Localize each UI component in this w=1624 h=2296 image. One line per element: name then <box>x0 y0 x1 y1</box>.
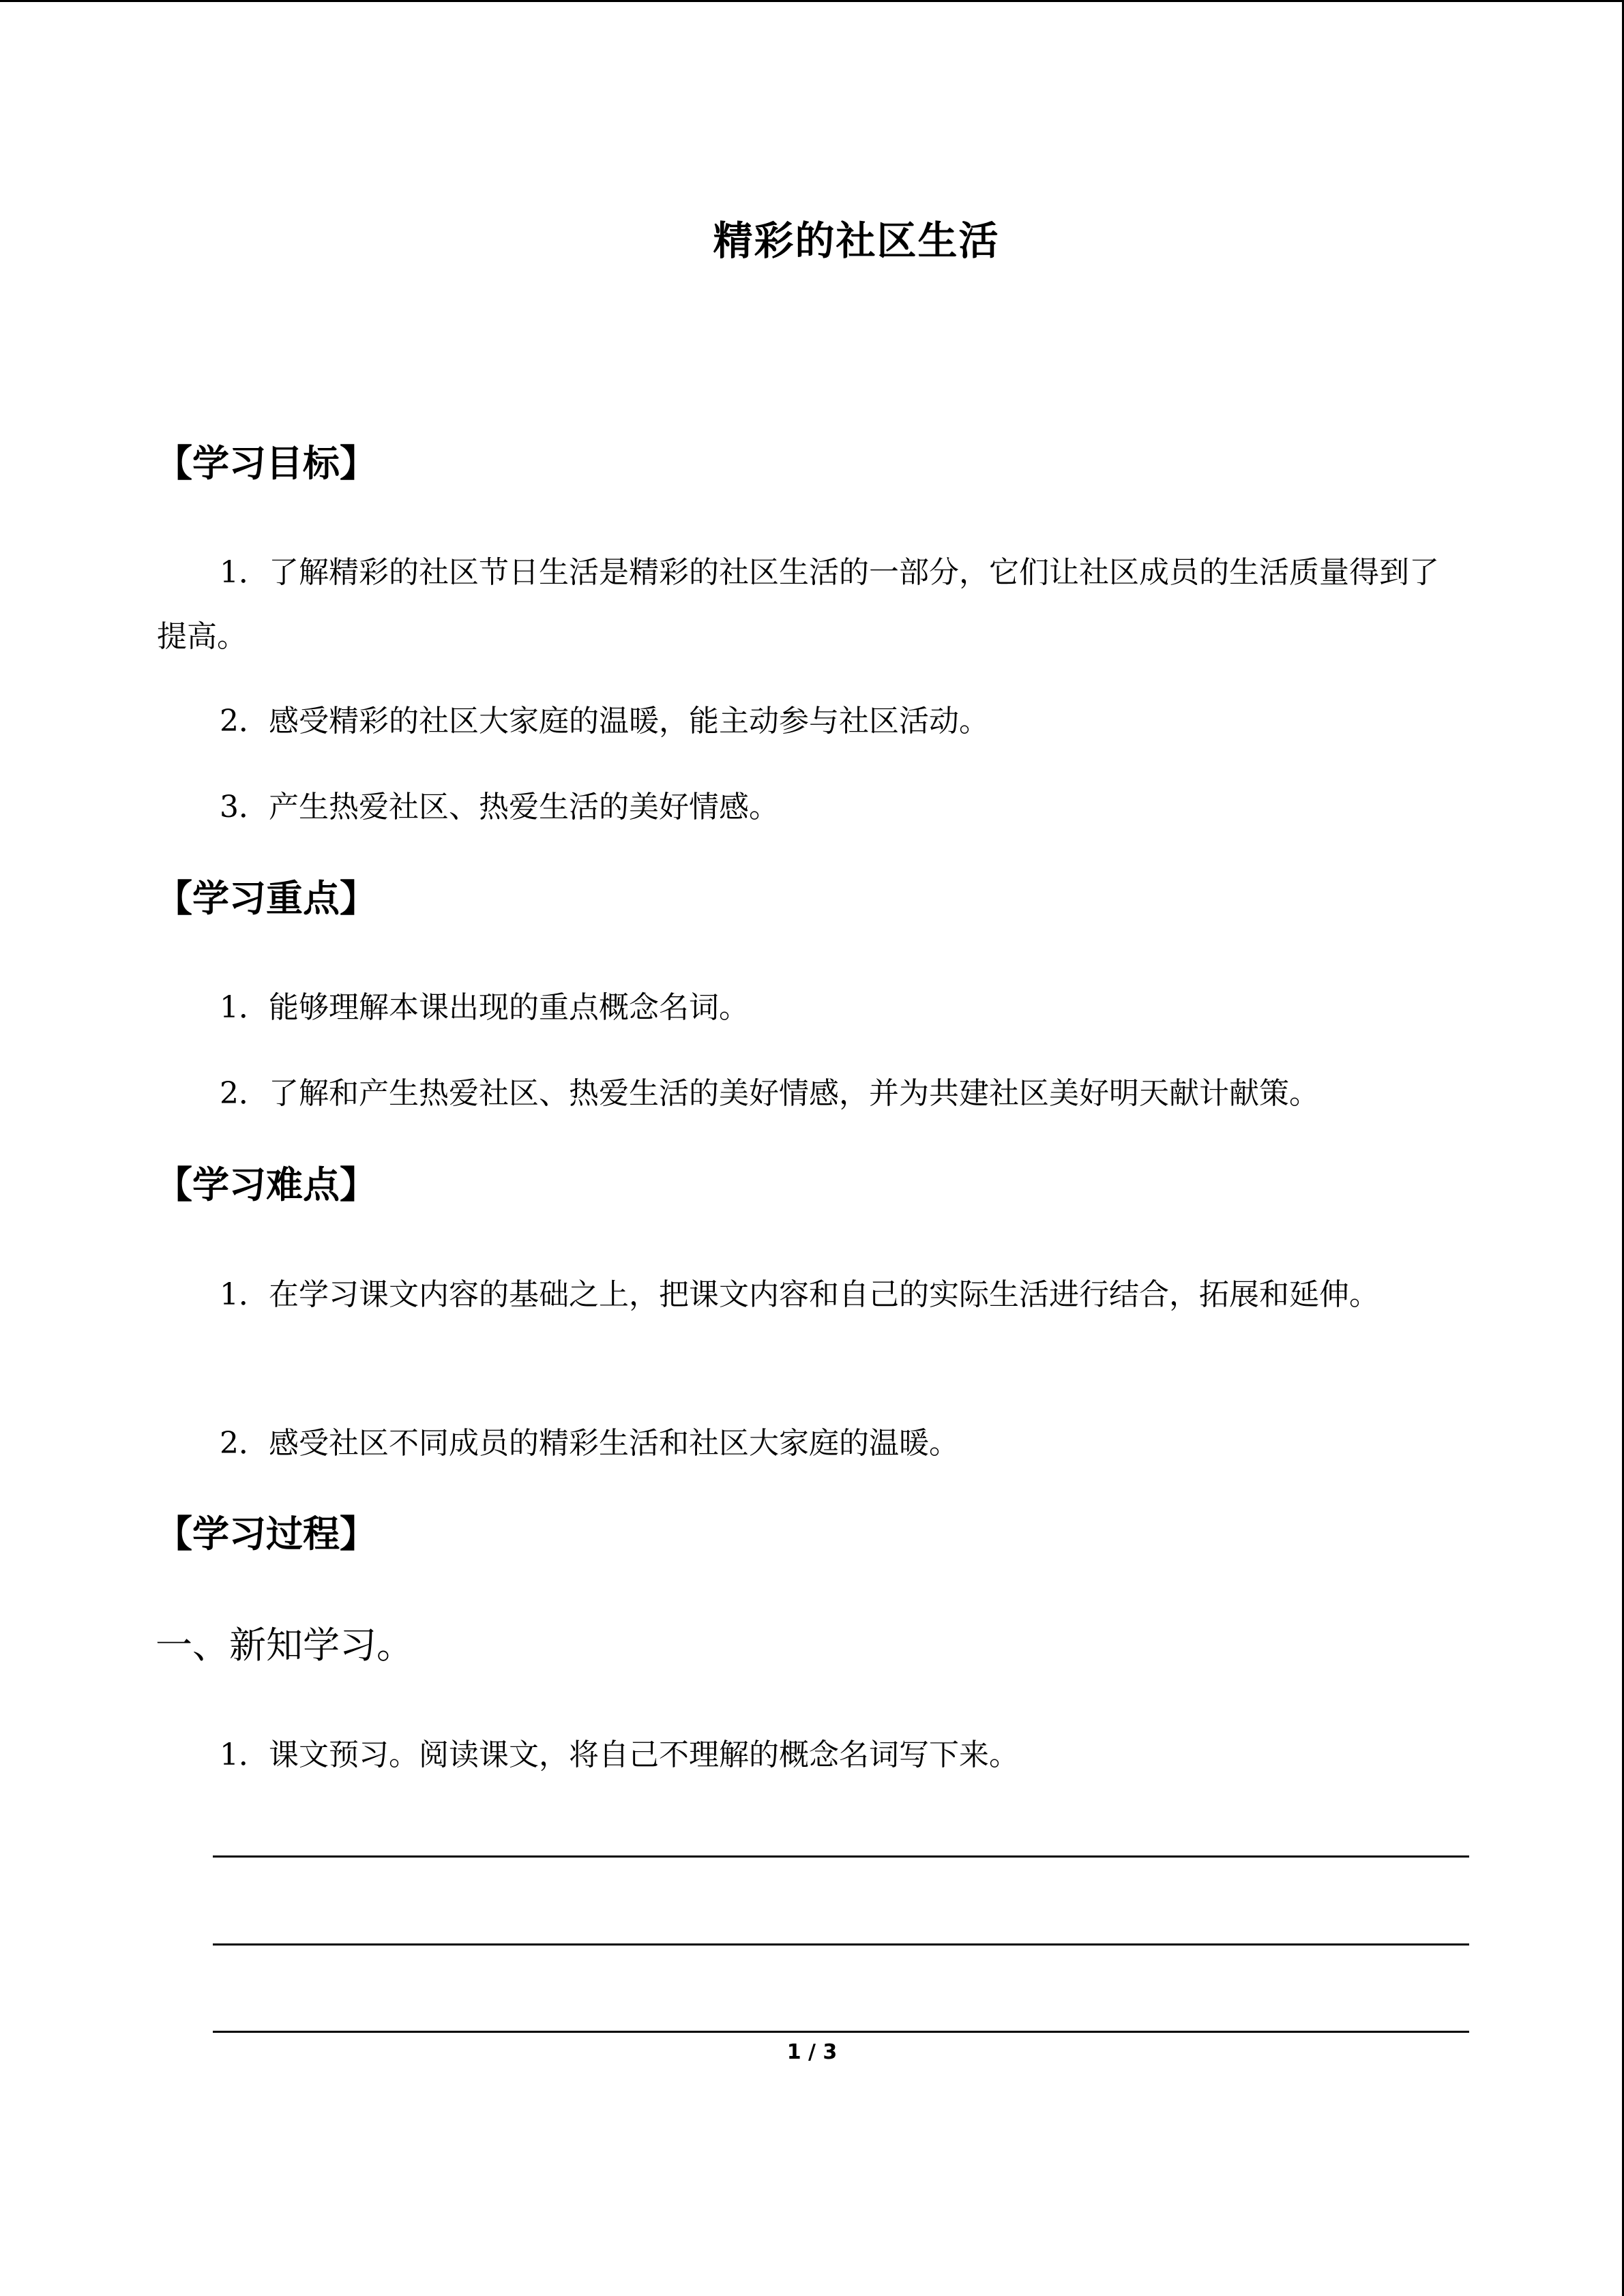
answer-line-1[interactable] <box>213 1855 1469 1858</box>
page-number: 1 / 3 <box>786 2040 838 2064</box>
document-title: 精彩的社区生活 <box>713 218 1000 264</box>
difficulty-item-1: 1．在学习课文内容的基础之上，把课文内容和自己的实际生活进行结合，拓展和延伸。 <box>220 1277 1379 1312</box>
key-point-item-1: 1．能够理解本课出现的重点概念名词。 <box>220 990 749 1025</box>
process-heading: 【学习过程】 <box>156 1512 377 1555</box>
answer-line-2[interactable] <box>213 1943 1469 1945</box>
page-border-top <box>0 0 1624 2</box>
objectives-heading: 【学习目标】 <box>156 442 377 485</box>
objective-item-1: 1．了解精彩的社区节日生活是精彩的社区生活的一部分，它们让社区成员的生活质量得到了提高。 <box>157 555 1439 654</box>
section-title: 一、新知学习。 <box>156 1624 413 1667</box>
objective-item-2: 2．感受精彩的社区大家庭的温暖，能主动参与社区活动。 <box>220 704 989 739</box>
answer-line-3[interactable] <box>213 2031 1469 2033</box>
difficulty-item-2: 2．感受社区不同成员的精彩生活和社区大家庭的温暖。 <box>220 1426 959 1461</box>
task-item-1: 1．课文预习。阅读课文，将自己不理解的概念名词写下来。 <box>220 1738 1019 1772</box>
key-point-item-2: 2．了解和产生热爱社区、热爱生活的美好情感，并为共建社区美好明天献计献策。 <box>220 1076 1319 1111</box>
key-points-heading: 【学习重点】 <box>156 877 377 920</box>
objective-item-3: 3．产生热爱社区、热爱生活的美好情感。 <box>220 790 779 824</box>
difficulties-heading: 【学习难点】 <box>156 1163 377 1206</box>
